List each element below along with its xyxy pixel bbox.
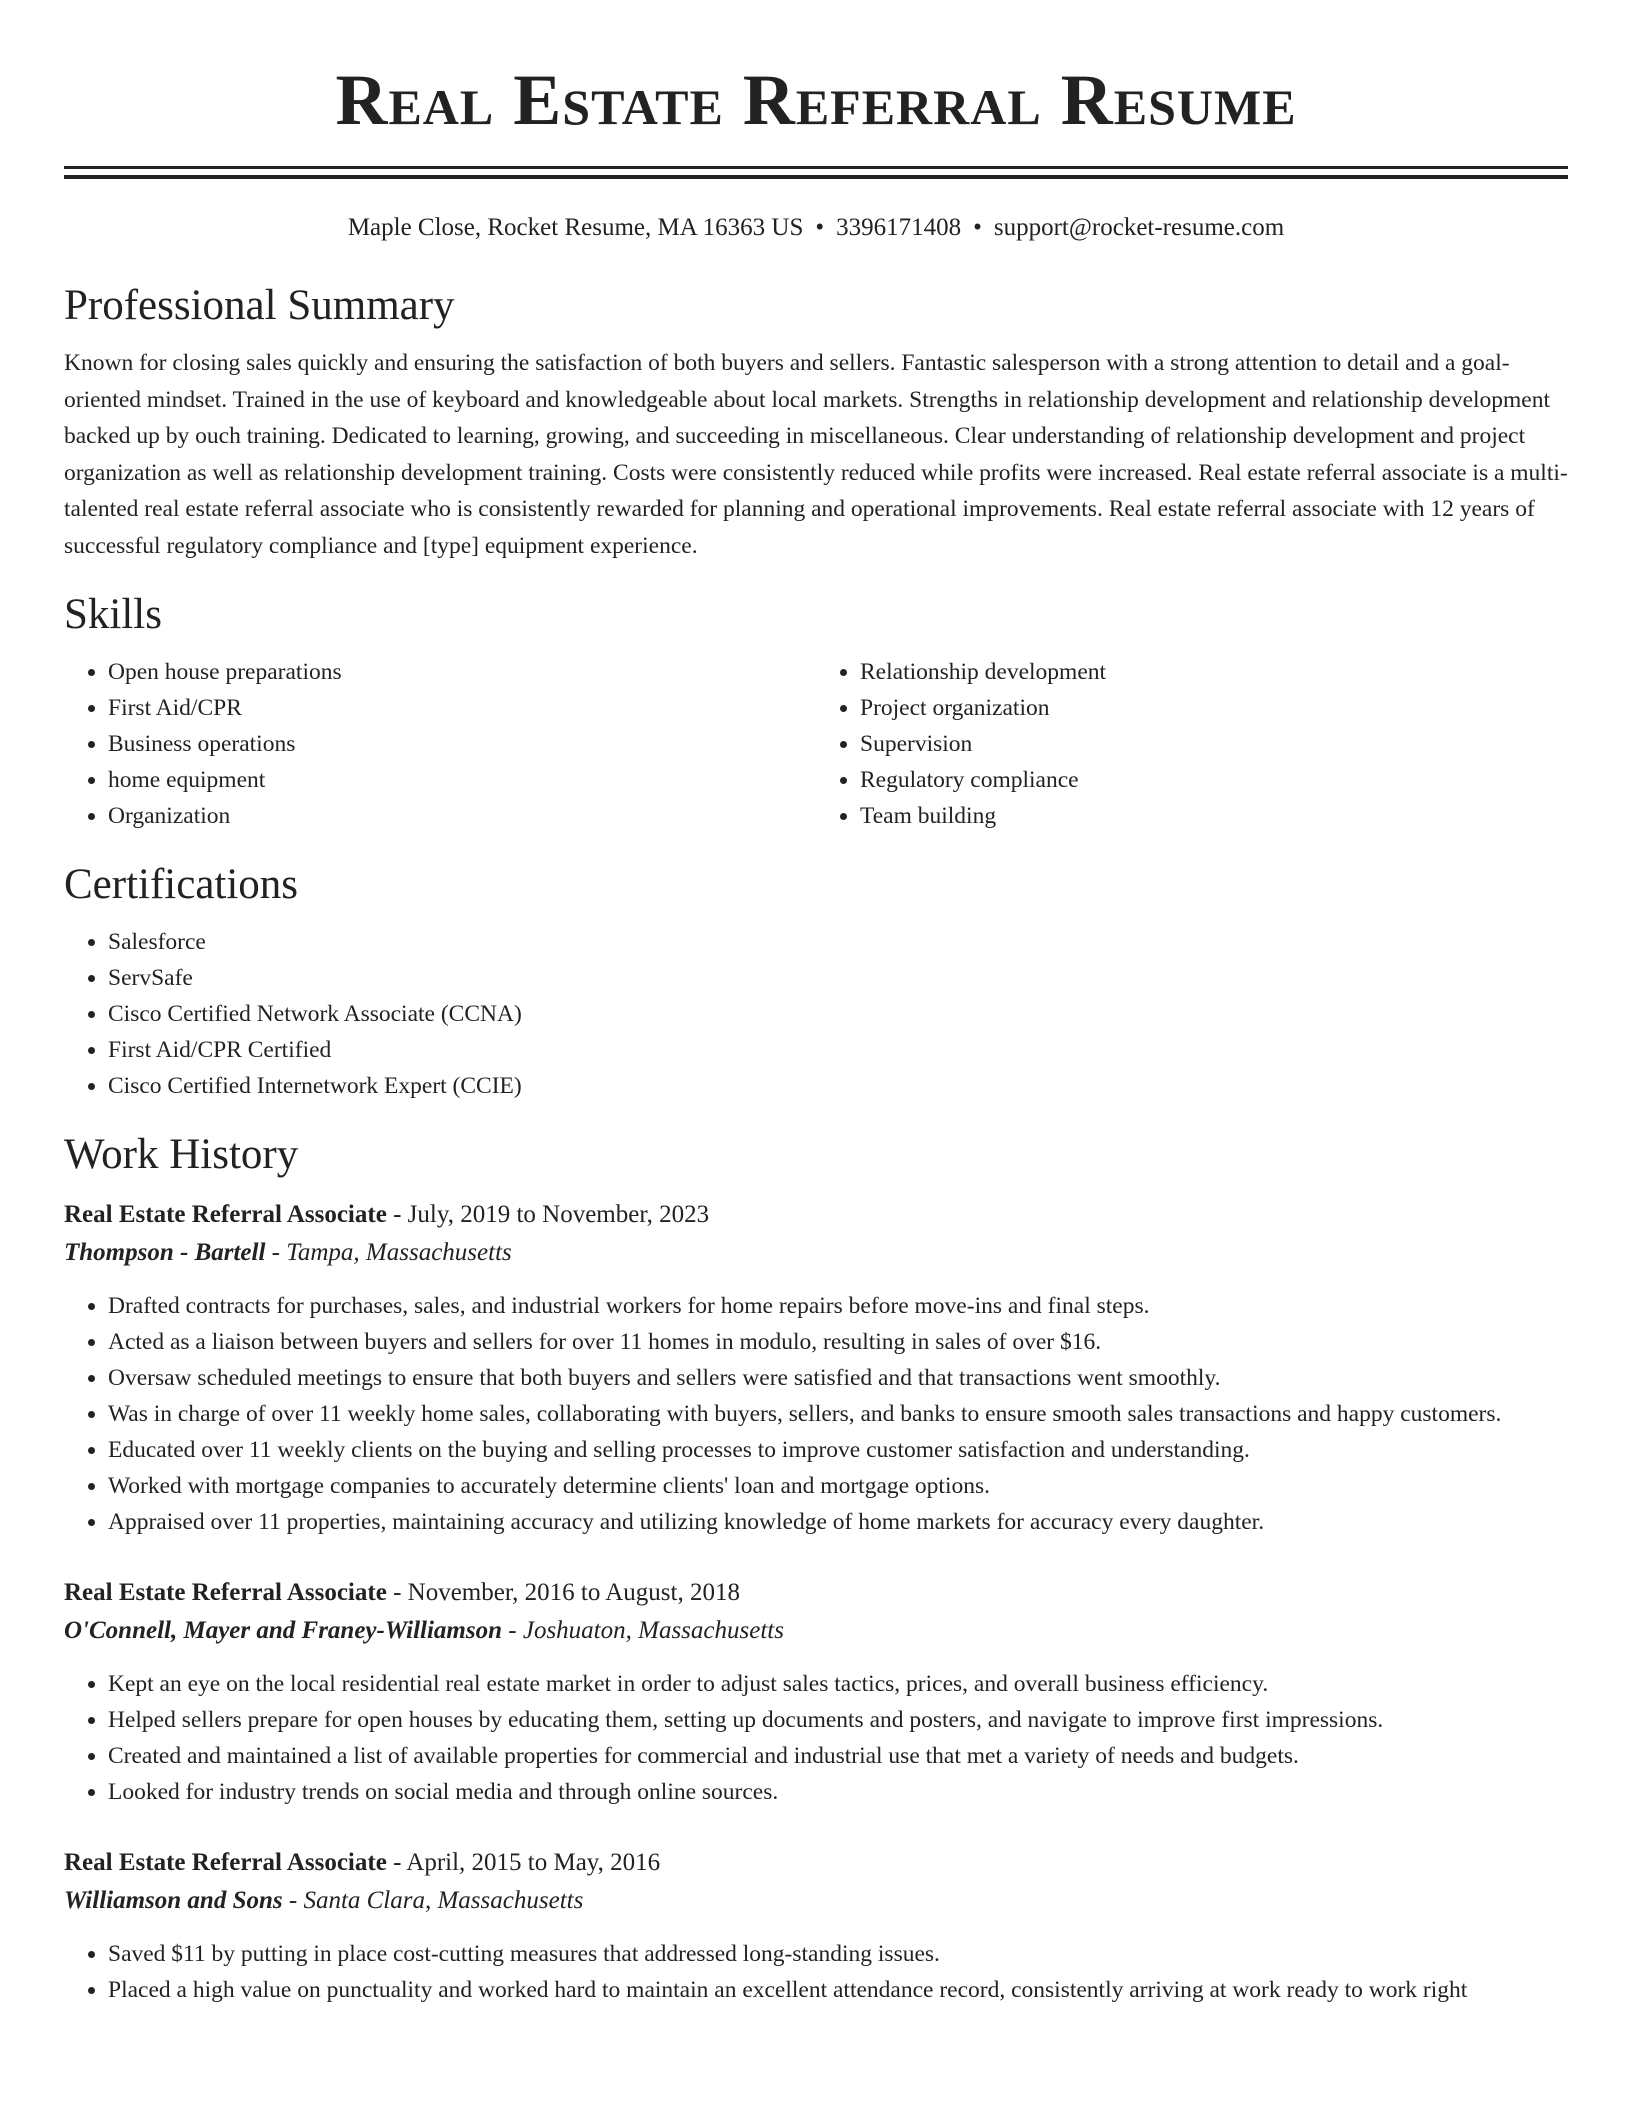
job-dash: - xyxy=(393,1849,402,1876)
job-bullet: • Placed a high value on punctuality and worked hard to maintain an excellent attendance record, consistently arriving at work ready to work right xyxy=(108,1972,1568,2008)
job-title-line xyxy=(64,1196,1568,1234)
certifications-section xyxy=(64,860,1568,1104)
certifications-list xyxy=(64,924,1568,1104)
skills-columns xyxy=(64,654,1568,834)
job-dash: - xyxy=(393,1579,402,1606)
job-entry xyxy=(64,1844,1568,2008)
section-heading-certifications: Certifications xyxy=(64,861,299,908)
job-entry xyxy=(64,1574,1568,1810)
contact-line xyxy=(64,213,1568,243)
job-bullet: • Appraised over 11 properties, maintaining accuracy and utilizing knowledge of home markets for accuracy every daughter. xyxy=(108,1504,1568,1540)
certification-item: • First Aid/CPR Certified xyxy=(108,1032,1568,1068)
skill-item: • home equipment xyxy=(108,762,816,798)
section-heading-work-history: Work History xyxy=(64,1131,299,1178)
section-heading-summary: Professional Summary xyxy=(64,282,455,329)
job-bullets xyxy=(64,1666,1568,1810)
job-company: Williamson and Sons xyxy=(64,1887,283,1914)
job-dash: - xyxy=(508,1617,517,1644)
job-title-line xyxy=(64,1844,1568,1882)
skill-item: • First Aid/CPR xyxy=(108,690,816,726)
job-dates: July, 2019 to November, 2023 xyxy=(407,1201,710,1228)
contact-separator: • xyxy=(973,214,982,241)
summary-text: Known for closing sales quickly and ensuring the satisfaction of both buyers and sellers. Fantastic salesperson with a strong attention to detail and a goal-oriented mindset. Trained in the use of keyboard and knowledgeable about local markets. Strengths in relationship development and relationship development backed up by ouch training. Dedicated to learning, growing, and succeeding in miscellaneous. Clear understanding of relationship development and project organization as well as relationship development training. Costs were consistently reduced while profits were increased. Real estate referral associate is a multi-talented real estate referral associate who is consistently rewarded for planning and operational improvements. Real estate referral associate with 12 years of successful regulatory compliance and [type] equipment experience. xyxy=(64,350,1568,559)
job-dash: - xyxy=(393,1201,402,1228)
job-company-line xyxy=(64,1612,1568,1650)
skill-item: • Project organization xyxy=(860,690,1568,726)
job-location: Santa Clara, Massachusetts xyxy=(303,1887,584,1914)
skill-item: • Open house preparations xyxy=(108,654,816,690)
skill-item: • Regulatory compliance xyxy=(860,762,1568,798)
skill-item: • Supervision xyxy=(860,726,1568,762)
job-company: O'Connell, Mayer and Franey-Williamson xyxy=(64,1617,503,1644)
job-dash: - xyxy=(271,1239,280,1266)
contact-email: support@rocket-resume.com xyxy=(993,214,1285,241)
certification-item: • Salesforce xyxy=(108,924,1568,960)
job-dash: - xyxy=(288,1887,298,1914)
job-bullets xyxy=(64,1288,1568,1540)
job-company: Thompson - Bartell xyxy=(64,1239,266,1266)
job-dates: April, 2015 to May, 2016 xyxy=(406,1849,661,1876)
professional-summary-section xyxy=(64,281,1568,564)
skill-item: • Relationship development xyxy=(860,654,1568,690)
work-history-section xyxy=(64,1130,1568,2008)
certification-item: • Cisco Certified Network Associate (CCNA) xyxy=(108,996,1568,1032)
contact-address: Maple Close, Rocket Resume, MA 16363 US xyxy=(347,214,804,241)
title-rule-top xyxy=(64,166,1568,169)
job-bullet: • Educated over 11 weekly clients on the buying and selling processes to improve customer satisfaction and understanding. xyxy=(108,1432,1568,1468)
certification-item: • Cisco Certified Internetwork Expert (CCIE) xyxy=(108,1068,1568,1104)
job-entry xyxy=(64,1196,1568,1540)
job-bullets xyxy=(64,1936,1568,2008)
job-bullet: • Worked with mortgage companies to accurately determine clients' loan and mortgage options. xyxy=(108,1468,1568,1504)
skill-item: • Team building xyxy=(860,798,1568,834)
job-company-line xyxy=(64,1234,1568,1272)
job-bullet: • Was in charge of over 11 weekly home sales, collaborating with buyers, sellers, and banks to ensure smooth sales transactions and happy customers. xyxy=(108,1396,1568,1432)
job-bullet: • Kept an eye on the local residential real estate market in order to adjust sales tactics, prices, and overall business efficiency. xyxy=(108,1666,1568,1702)
skills-right-list xyxy=(816,654,1568,834)
skill-item: • Business operations xyxy=(108,726,816,762)
job-bullet: • Saved $11 by putting in place cost-cutting measures that addressed long-standing issues. xyxy=(108,1936,1568,1972)
certification-item: • ServSafe xyxy=(108,960,1568,996)
job-bullet: • Looked for industry trends on social media and through online sources. xyxy=(108,1774,1568,1810)
job-bullet: • Helped sellers prepare for open houses by educating them, setting up documents and posters, and navigate to improve first impressions. xyxy=(108,1702,1568,1738)
job-bullet: • Oversaw scheduled meetings to ensure that both buyers and sellers were satisfied and that transactions went smoothly. xyxy=(108,1360,1568,1396)
section-heading-skills: Skills xyxy=(64,591,162,638)
skill-item: • Organization xyxy=(108,798,816,834)
job-role: Real Estate Referral Associate xyxy=(64,1579,387,1606)
job-bullet: • Drafted contracts for purchases, sales, and industrial workers for home repairs before move-ins and final steps. xyxy=(108,1288,1568,1324)
job-location: Tampa, Massachusetts xyxy=(286,1239,512,1266)
page-title: Real Estate Referral Resume xyxy=(335,60,1297,140)
skills-section xyxy=(64,590,1568,834)
job-bullet: • Acted as a liaison between buyers and sellers for over 11 homes in modulo, resulting in sales of over $16. xyxy=(108,1324,1568,1360)
job-role: Real Estate Referral Associate xyxy=(64,1201,387,1228)
title-rule-bottom xyxy=(64,175,1568,179)
skills-left-list xyxy=(64,654,816,834)
job-role: Real Estate Referral Associate xyxy=(64,1849,387,1876)
job-bullet: • Created and maintained a list of available properties for commercial and industrial use that met a variety of needs and budgets. xyxy=(108,1738,1568,1774)
job-company-line xyxy=(64,1882,1568,1920)
job-title-line xyxy=(64,1574,1568,1612)
job-location: Joshuaton, Massachusetts xyxy=(522,1617,784,1644)
job-dates: November, 2016 to August, 2018 xyxy=(407,1579,740,1606)
contact-separator: • xyxy=(815,214,825,241)
contact-phone: 3396171408 xyxy=(836,214,962,241)
